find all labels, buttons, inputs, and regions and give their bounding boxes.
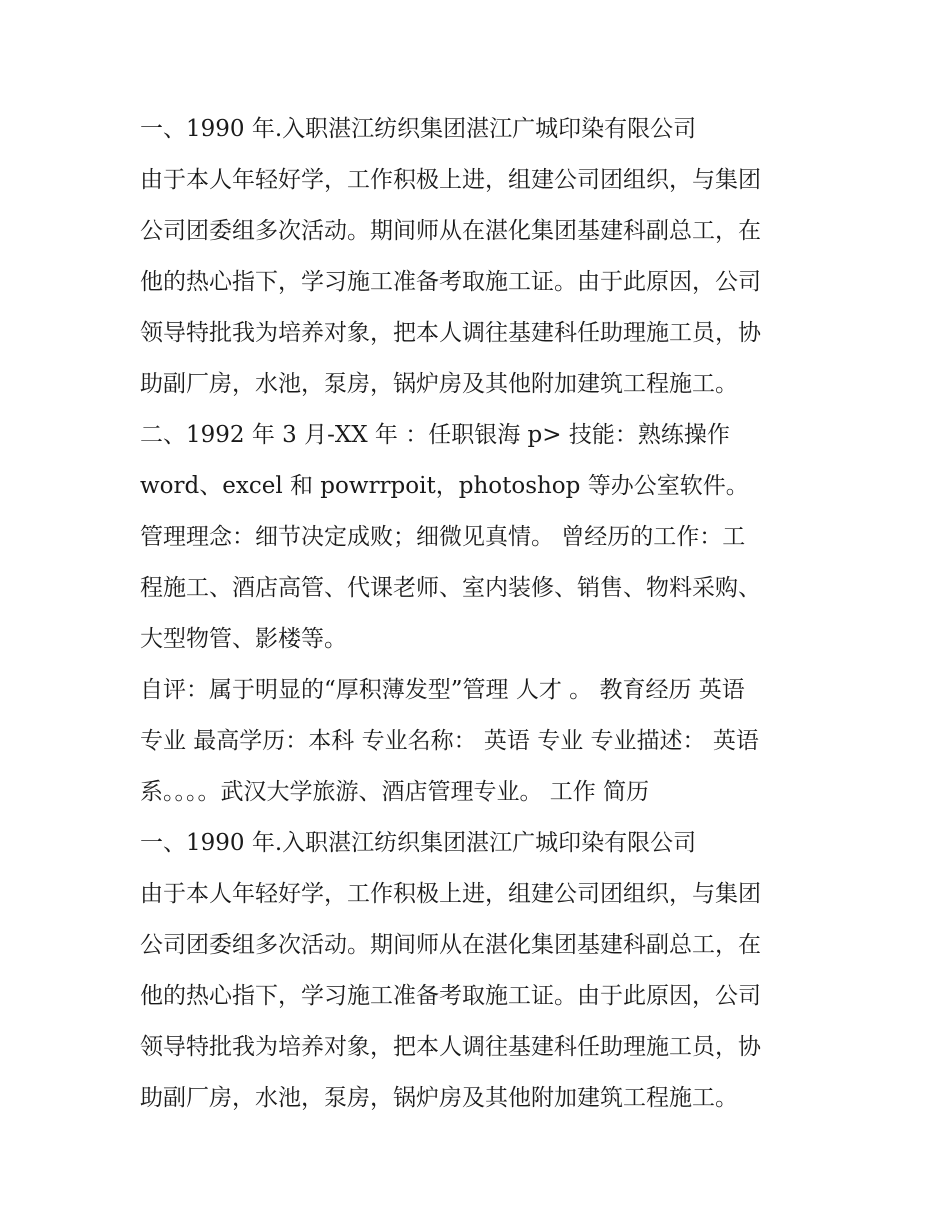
text-line: 助副厂房，水池，泵房，锅炉房及其他附加建筑工程施工。 <box>140 1085 738 1111</box>
text-line: 一、1990 年.入职湛江纺织集团湛江广城印染有限公司 <box>140 830 697 856</box>
text-line: 自评：属于明显的“厚积薄发型”管理 人才 。 教育经历 英语 <box>140 677 745 703</box>
text-line: 由于本人年轻好学，工作积极上进，组建公司团组织，与集团 <box>140 881 761 907</box>
text-line: 管理理念：细节决定成败；细微见真情。 曾经历的工作：工 <box>140 524 746 550</box>
text-line: 助副厂房，水池，泵房，锅炉房及其他附加建筑工程施工。 <box>140 371 738 397</box>
text-line: 一、1990 年.入职湛江纺织集团湛江广城印染有限公司 <box>140 116 697 142</box>
text-line: 领导特批我为培养对象，把本人调往基建科任助理施工员，协 <box>140 1034 761 1060</box>
text-line: 程施工、酒店高管、代课老师、室内装修、销售、物料采购、 <box>140 575 761 601</box>
text-line: 他的热心指下，学习施工准备考取施工证。由于此原因，公司 <box>140 269 761 295</box>
text-line: 由于本人年轻好学，工作积极上进，组建公司团组织，与集团 <box>140 167 761 193</box>
document-body <box>140 104 815 1124</box>
text-line: 他的热心指下，学习施工准备考取施工证。由于此原因，公司 <box>140 983 761 1009</box>
text-line: 领导特批我为培养对象，把本人调往基建科任助理施工员，协 <box>140 320 761 346</box>
text-line: 专业 最高学历：本科 专业名称： 英语 专业 专业描述： 英语 <box>140 728 759 754</box>
text-line: 二、1992 年 3 月-XX 年 ：任职银海 p> 技能：熟练操作 <box>140 422 730 448</box>
text-line: 大型物管、影楼等。 <box>140 626 347 652</box>
text-line: 系。。。。武汉大学旅游、酒店管理专业。 工作 简历 <box>140 779 650 805</box>
text-line: 公司团委组多次活动。期间师从在湛化集团基建科副总工，在 <box>140 218 761 244</box>
text-line: 公司团委组多次活动。期间师从在湛化集团基建科副总工，在 <box>140 932 761 958</box>
text-line: word、excel 和 powrrpoit，photoshop 等办公室软件。 <box>140 473 749 499</box>
